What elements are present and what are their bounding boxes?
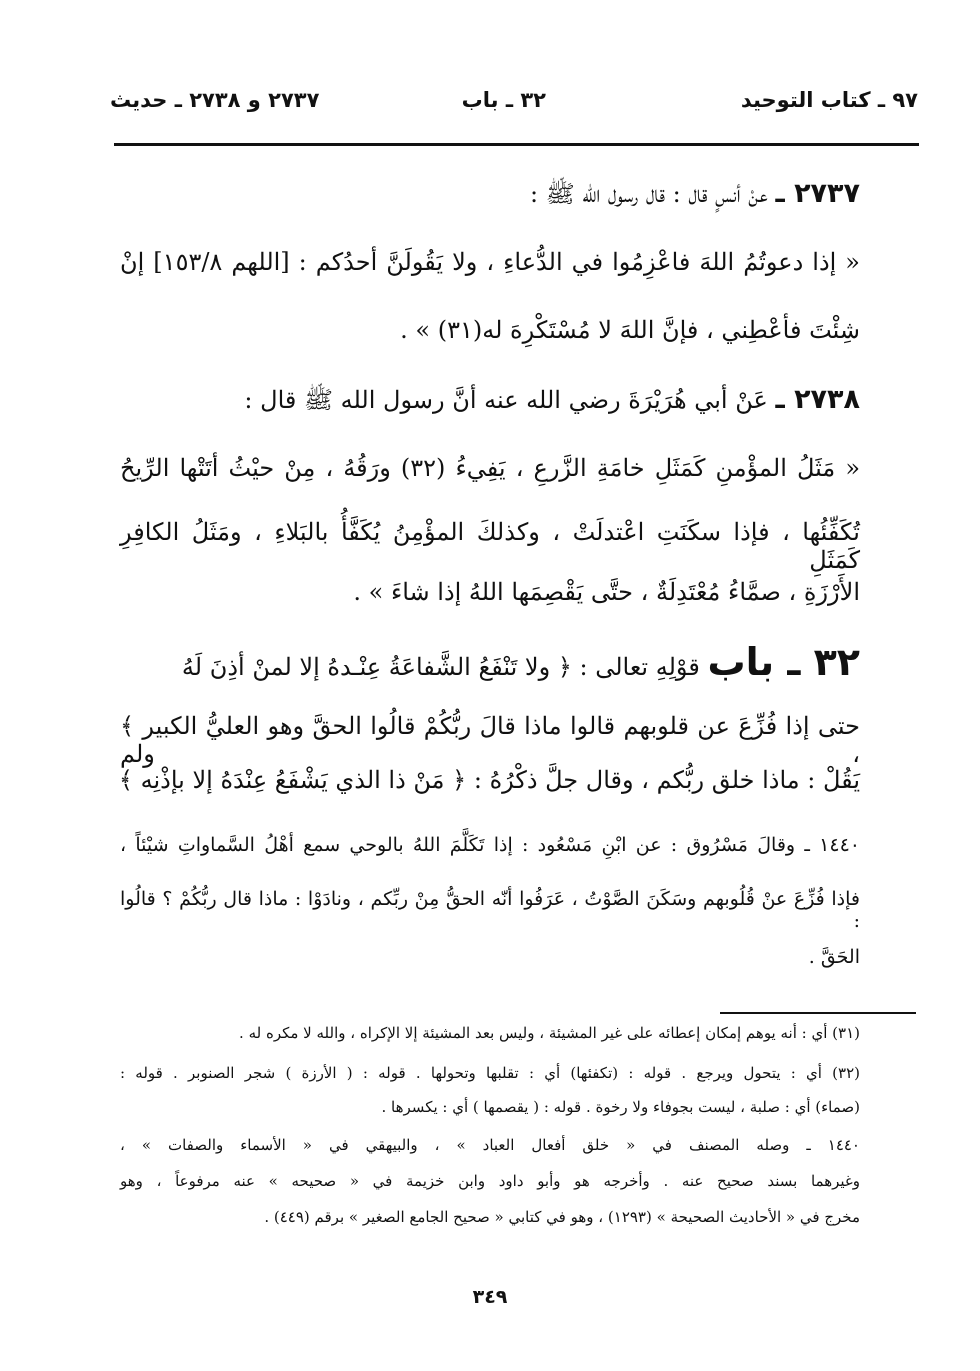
hadith-number: ٢٧٣٨ ـ: [775, 384, 860, 415]
athar-1440-line: فإذا فُزِّعَ عنْ قُلُوبهم وسَكَنَ الصَّوْتُ ، عَرَفُوا أنّه الحقُّ مِنْ ربِّكم ، ونادَوْا : ماذا قال ربُّكُمْ ؟ قالُوا :: [120, 888, 860, 932]
footnote-1440-line: مخرج في « الأحاديث الصحيحة » (١٢٩٣) ، وهو في كتابي « صحيح الجامع الصغير » برقم (٤٤٩) .: [264, 1208, 860, 1226]
footnote-32-line: (صماء) أي : صلبة ، ليست بجوفاء ولا رخوة . قوله : ( يقصمها ) أي : يكسرها .: [381, 1098, 860, 1116]
page-number: ٣٤٩: [472, 1286, 508, 1308]
bab-text-line: حتى إذا فُزِّعَ عن قلوبهم قالوا ماذا قالَ ربُّكُمْ قالُوا الحقَّ وهو العليُّ الكبير ﴾ ، ولم: [120, 712, 860, 768]
footnote-32-line: (٣٢) أي : يتحول ويرجع . قوله : (تكفئها) أي : تقلبها وتحولها . قوله : ( الأرزة ) شجر الصنوبر . قوله :: [120, 1064, 860, 1082]
hadith-2738-text-line: « مَثَلُ المؤْمنِ كَمَثَلِ خامَةِ الزَّرعِ ، يَفِيءُ (٣٢) ورَقُهُ ، مِنْ حيْثُ أتَتْها الرِّيحُ: [120, 454, 860, 482]
athar-1440-line: الحَقَّ .: [808, 946, 860, 968]
hadith-intro: عَنْ أبي هُرَيْرَةَ رضي الله عنه أنَّ رسول الله ﷺ قال :: [244, 386, 768, 414]
header-divider: [114, 143, 919, 146]
hadith-2737-text-line: شِئْتَ فأعْطِني ، فإنَّ اللهَ لا مُسْتَكْرِهَ له(٣١) » .: [400, 316, 860, 344]
hadith-2737-text-line: « إذا دعوتُمُ اللهَ فاعْزِمُوا في الدُّعاءِ ، ولا يَقُولَنَّ أحدُكم : [اللهم ١٥٣/٨] إنْ: [120, 248, 860, 276]
hadith-2737-heading: [120, 178, 860, 214]
hadith-intro: عنْ أنسٍ قال : قال رسول الله ﷺ :: [530, 180, 768, 208]
bab-32-heading: [120, 640, 860, 684]
footnote-1440-line: ١٤٤٠ ـ وصله المصنف في « خلق أفعال العباد » ، والبيهقي في « الأسماء والصفات » ،: [120, 1136, 860, 1154]
footnote-divider: [720, 1012, 916, 1014]
bab-title: ٣٢ ـ باب: [707, 640, 860, 684]
bab-text-line: يَقُلْ : ماذا خلق ربُّكم ، وقال جلَّ ذكْرُهُ : ﴿ مَنْ ذا الذي يَشْفَعُ عِنْدَهُ إلا بإذْنِه ﴾: [118, 766, 860, 794]
running-header: [110, 88, 918, 128]
header-chapter: ٣٢ ـ باب: [461, 88, 546, 112]
hadith-2738-heading: [120, 384, 860, 420]
hadith-2738-text-line: الأَرْزَةِ ، صمَّاءُ مُعْتَدِلَةٌ ، حتَّى يَقْصِمَها اللهُ إذا شاءَ » .: [353, 578, 860, 606]
header-hadith-range: ٢٧٣٧ و ٢٧٣٨ ـ حديث: [110, 88, 320, 112]
footnote-31: (٣١) أي : أنه يوهم إمكان إعطائه على غير المشيئة ، وليس بعد المشيئة إلا الإكراه ، والله لا مكره له .: [239, 1024, 860, 1042]
header-book-title: ٩٧ ـ كتاب التوحيد: [740, 88, 918, 112]
footnote-1440-line: وغيرهما بسند صحيح عنه . وأخرجه هو وأبو داود وابن خزيمة في « صحيحه » عنه مرفوعاً ، وهو: [120, 1172, 860, 1190]
hadith-2738-text-line: تُكَفِّئُها ، فإذا سكَنَتِ اعْتدلَتْ ، وكذلكَ المؤْمِنُ يُكَفَّأُ بالبَلاءِ ، ومَثَلُ الكافِرِ كَمَثَلِ: [120, 518, 860, 574]
athar-1440-line: ١٤٤٠ ـ وقالَ مَسْرُوق : عن ابْنِ مَسْعُود : إذا تَكَلَّمَ اللهُ بالوحي سمع أهْلُ السَّماواتِ شيْئاً ،: [120, 834, 860, 856]
hadith-number: ٢٧٣٧ ـ: [775, 178, 860, 209]
bab-text-line: قوْلِهِ تعالى : ﴿ ولا تَنْفَعُ الشَّفاعَةُ عِنْـدهُ إلا لمنْ أذِنَ لَهُ: [181, 653, 700, 681]
